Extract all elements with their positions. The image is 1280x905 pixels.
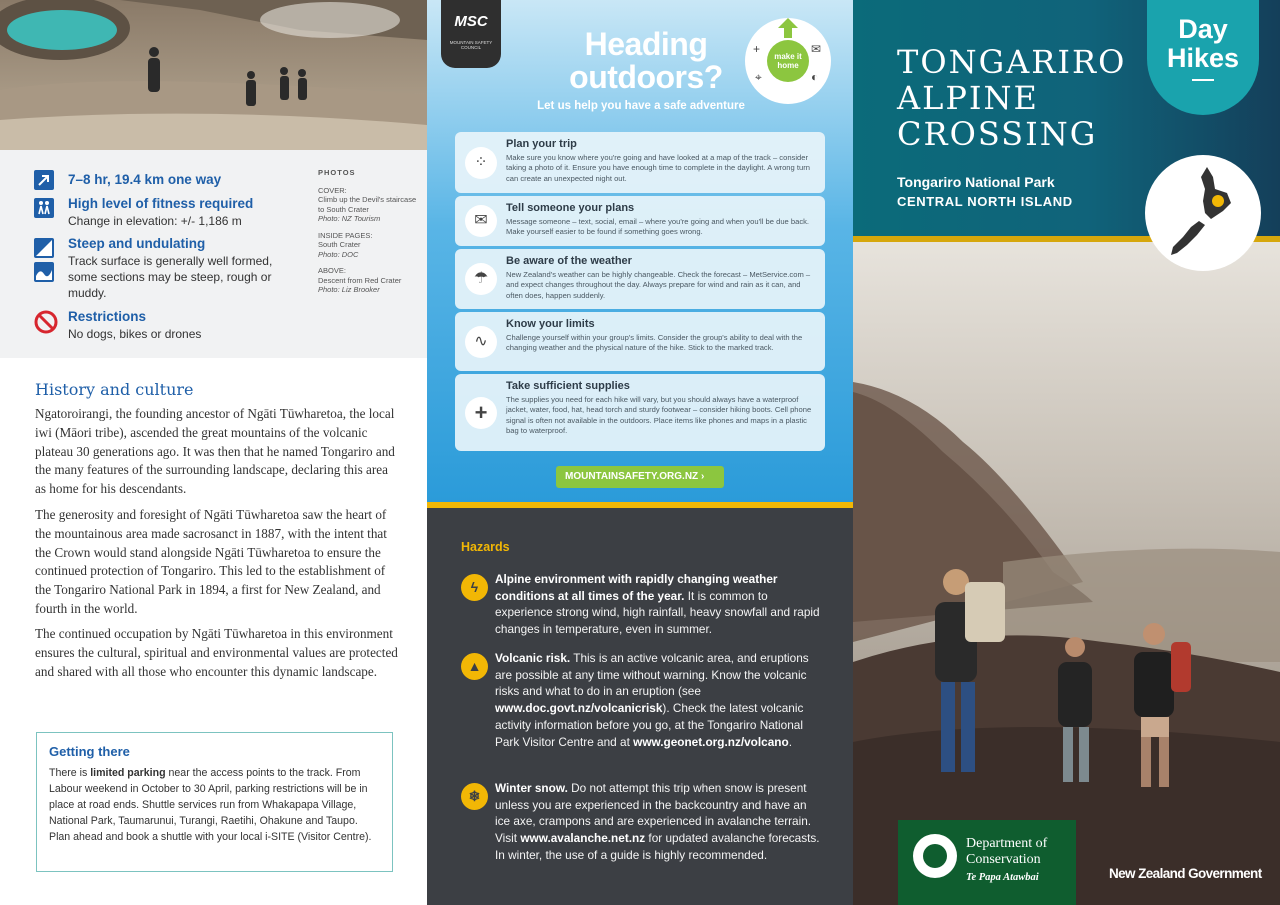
card-weather [455,249,825,309]
panel-middle [427,0,853,905]
geonet-link[interactable]: www.geonet.org.nz/volcano [633,734,789,749]
arrow-icon [34,170,54,190]
tab-rule [1192,79,1214,81]
mountainsafety-link-label: MOUNTAINSAFETY.ORG.NZ [565,471,699,482]
hazard-body-2: for updated avalanche forecasts. In winter, the use of a guide is highly recommended. [495,831,820,862]
card-body: Make sure you know where you're going and have looked at a map of the track – consider taking a photo of it. Ensure you have enough time to complete in the daylight. A wrong turn can create an unexpected night out. [506,153,810,183]
hazard-body-3: . [788,734,792,749]
card-body: New Zealand's weather can be highly changeable. Check the forecast – MetService.com – and expect changes throughout the day. Always prepare for wind and rain as it can, and often does, happen suddenly. [506,270,811,300]
nz-locator-map [1145,155,1261,271]
getting-text-post: near the access points to the track. From Labour weekend in October to 30 April, parking restrictions will be in place at road ends. Shuttle services run from Whakapapa Village, National Park, Taumarunui, Turangi, Raetihi, Ohakune and Taupo. Plan ahead and book a shuttle with your local i-SITE (Visitor Centre). [49,767,372,843]
safety-title-line2: outdoors? [569,59,723,95]
getting-there-text [49,765,380,845]
slope-icon [34,238,54,258]
history-paragraph-2: The generosity and foresight of Ngāti Tūwharetoa saw the heart of the mountainous area made sacrosanct in 1887, with the intent that the Crown would stand alongside Ngāti Tūwharetoa to ensure the continued protection of Tongariro. This led to the establishment of the Tongariro National Park in 1894, a first for New Zealand, and fourth in the world. [35,507,387,616]
route-map-icon: ⁘ [465,147,497,179]
map-icon: ⌖ [755,70,762,84]
card-plan-trip [455,132,825,193]
plus-icon: + [753,42,761,56]
getting-text-pre: There is [49,767,91,779]
make-it-home-badge [745,18,831,104]
panel-left [0,0,427,905]
first-aid-plus-icon: + [465,397,497,429]
doc-swirl-icon [913,834,957,878]
hazard-body: It is common to experience strong wind, high rainfall, heavy snowfall and rapid changes in temperature, even in summer. [495,588,820,637]
emerald-lake [7,10,117,50]
gauge-icon: ◐ [811,70,819,84]
hikers-illustration [853,242,1280,905]
tab-line2: Hikes [1166,43,1240,73]
photos-heading: PHOTOS [318,168,356,177]
getting-there-box [36,732,393,872]
mountainsafety-link[interactable] [556,466,724,488]
lightning-cloud-icon: ϟ [461,574,488,601]
inside-label: INSIDE PAGES: [318,230,373,240]
getting-there-heading: Getting there [49,744,130,759]
above-credit: Photo: Liz Brooker [318,285,380,294]
safety-title [541,28,751,94]
chevron-right-icon: › [700,471,705,482]
hazard-bold: Alpine environment with rapidly changing weather conditions at all times of the year. [495,572,778,603]
restrictions-title: Restrictions [68,309,147,324]
card-body: Challenge yourself within your group's limits. Consider the group's ability to deal with the changing weather and the physical nature of the hike. Stick to the marked track. [506,333,803,353]
hazard-bold: Volcanic risk. [495,651,571,665]
up-arrow-icon [776,16,800,40]
nz-government-logo: New Zealand Government [1109,866,1262,881]
cover-desc: Climb up the Devil's staircase to South Crater [318,195,417,214]
doc-logo [898,820,1076,905]
chat-bubble-icon: ✉ [465,205,497,237]
inside-desc: South Crater [318,240,361,249]
card-tell-someone [455,196,825,246]
avalanche-link[interactable]: www.avalanche.net.nz [520,831,646,846]
terrain-title: Steep and undulating [68,236,206,251]
cover-title-line1: TONGARIRO [897,43,1127,81]
chat-icon: ✉ [811,42,822,56]
cover-title-line3: CROSSING [897,115,1098,153]
card-title: Plan your trip [506,138,577,150]
no-entry-icon [34,310,58,339]
photo-credits [318,168,418,302]
volcano-icon: ▲ [461,653,488,680]
make-it-home-text: make it home [767,40,809,82]
history-heading: History and culture [35,380,194,399]
rain-cloud-icon: ☂ [465,263,497,295]
heartbeat-icon: ∿ [465,326,497,358]
doc-maori-name: Te Papa Atawbai [966,872,1039,883]
photo-descent-red-crater [0,0,427,150]
card-title: Take sufficient supplies [506,380,630,392]
new-zealand-map-icon [1145,155,1261,271]
hazards-heading: Hazards [461,540,510,554]
volcanic-risk-link[interactable]: www.doc.govt.nz/volcanicrisk [495,701,663,716]
hazard-body: Do not attempt this trip when snow is present unless you are experienced in the backcountry and have an ice axe, crampons and are experienced in avalanche terrain. Visit [495,781,812,846]
hikers-icon [34,198,54,218]
hazards-section [427,502,853,905]
terrain-detail: Track surface is generally well formed, some sections may be steep, rough or muddy. [68,254,273,300]
cover-title-line2: ALPINE [897,79,1039,117]
day-hikes-tab [1147,0,1259,115]
cover-park: Tongariro National Park [897,174,1055,190]
hazard-text [495,780,820,864]
msc-logo-text: MSC [454,13,488,30]
landscape-illustration [0,0,427,150]
cover-credit: Photo: NZ Tourism [318,214,381,223]
card-limits [455,312,825,371]
msc-logo-sub: MOUNTAIN SAFETY COUNCIL [449,40,493,50]
duration-text: 7–8 hr, 19.4 km one way [68,172,222,187]
safety-title-line1: Heading [584,26,708,62]
hazard-text [495,571,820,638]
doc-name: Department of Conservation [966,836,1048,867]
hazard-text [495,650,820,750]
cover-label: COVER: [318,185,347,195]
cover-photo-hikers [853,242,1280,905]
card-title: Know your limits [506,318,595,330]
safety-subtitle: Let us help you have a safe adventure [537,100,745,112]
cover-region: CENTRAL NORTH ISLAND [897,194,1073,209]
above-label: ABOVE: [318,266,346,275]
fitness-detail: Change in elevation: +/- 1,186 m [68,214,242,228]
getting-text-bold: limited parking [90,767,166,779]
safety-section [427,0,853,502]
inside-credit: Photo: DOC [318,249,359,259]
card-body: The supplies you need for each hike will vary, but you should always have a waterproof jacket, water, food, hat, head torch and sturdy footwear – consider hiking boots. Cell phone signal is often not available in the outdoors. Place items like phones and maps in a plastic bag to waterproof. [506,395,812,436]
history-paragraph-3: The continued occupation by Ngāti Tūwharetoa in this environment ensures the cultural, spiritual and environmental values are protected and shared with all those who encounter this dynamic landscape. [35,626,398,679]
above-desc: Descent from Red Crater [318,275,402,285]
hazard-body-2: ). Check the latest volcanic activity information before you go, at the Tongariro National Park Visitor Centre and at [495,701,804,749]
hazard-bold: Winter snow. [495,781,568,795]
tab-line1: Day [1178,14,1228,44]
card-title: Tell someone your plans [506,202,635,214]
cover-title [897,44,1126,152]
history-paragraph-1: Ngatoroirangi, the founding ancestor of Ngāti Tūwharetoa, the local iwi (Māori tribe), ascended the great mountains of the volcanic plateau 30 generations ago. It was then that he named Tongariro and the many features of the surrounding landscape, declaring this area as home for his descendants. [35,406,395,497]
snow-mountain-icon: ❄ [461,783,488,810]
card-supplies [455,374,825,451]
card-title: Be aware of the weather [506,255,632,267]
fitness-title: High level of fitness required [68,196,254,211]
undulating-icon [34,262,54,282]
card-body: Message someone – text, social, email – where you're going and when you'll be due back. Make yourself easier to be found if something goes wrong. [506,217,810,237]
restrictions-detail: No dogs, bikes or drones [68,327,202,341]
hazard-body: This is an active volcanic area, and eruptions are possible at any time without warning. Know the volcanic risks and what to do in an eruption (see [495,651,809,699]
msc-logo [441,0,501,68]
panel-cover [853,0,1280,905]
